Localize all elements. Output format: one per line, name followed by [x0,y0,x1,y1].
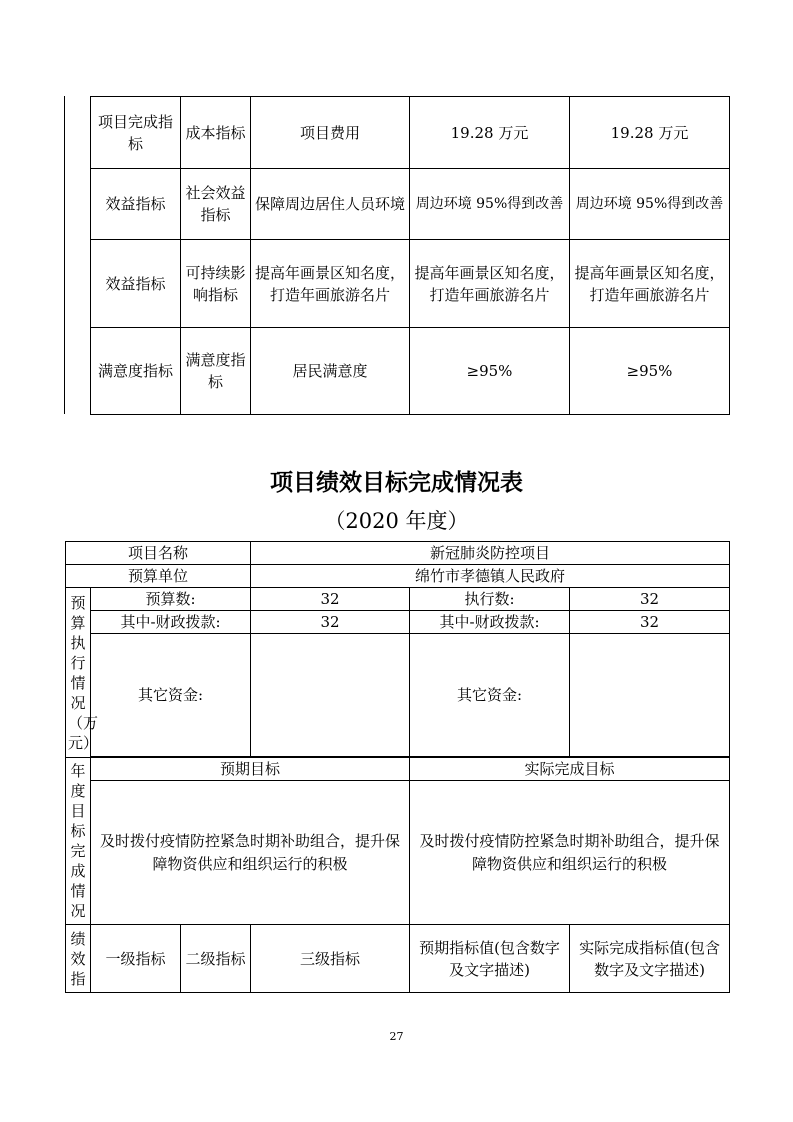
table-cell: 周边环境 95%得到改善 [570,169,730,240]
table-cell: 满意度指标 [91,328,181,415]
left-margin-rule [64,96,65,414]
table-row [91,169,730,240]
table-cell: ≥95% [410,328,570,415]
table-cell: 可持续影响指标 [181,240,251,328]
budget-unit-label: 预算单位 [66,565,251,588]
top-indicator-table [90,96,730,415]
level1-header: 一级指标 [91,925,181,993]
budget-count-value: 32 [251,588,410,611]
table-cell: 19.28 万元 [570,97,730,169]
table-row [66,925,730,993]
table-cell: 效益指标 [91,169,181,240]
table-row [66,611,730,634]
budget-unit-value: 绵竹市孝德镇人民政府 [251,565,730,588]
page-title: 项目绩效目标完成情况表 [270,470,523,496]
expected-goal-text: 及时拨付疫情防控紧急时期补助组合，提升保障物资供应和组织运行的积极 [91,781,410,925]
table-cell: 19.28 万元 [410,97,570,169]
table-row [66,634,730,757]
page-number: 27 [389,1030,404,1043]
exec-count-value: 32 [570,588,730,611]
expected-goal-header: 预期目标 [91,758,410,781]
table-row [66,781,730,925]
level3-header: 三级指标 [251,925,410,993]
fiscal-value: 32 [570,611,730,634]
table-row [66,542,730,565]
table-cell: 提高年画景区知名度，打造年画旅游名片 [251,240,410,328]
page-subtitle: （2020 年度） [324,509,469,533]
level2-header: 二级指标 [181,925,251,993]
other-funds-value [251,634,410,757]
table-cell: 提高年画景区知名度，打造年画旅游名片 [570,240,730,328]
table-cell: 提高年画景区知名度，打造年画旅游名片 [410,240,570,328]
table-cell: 满意度指标 [181,328,251,415]
table-cell: 周边环境 95%得到改善 [410,169,570,240]
project-name-value: 新冠肺炎防控项目 [251,542,730,565]
side-label-text: 预算执行情况（万元） [68,593,99,752]
other-funds-label: 其它资金: [91,634,251,757]
fiscal-label: 其中-财政拨款: [91,611,251,634]
fiscal-label: 其中-财政拨款: [410,611,570,634]
table-row [91,240,730,328]
table-cell: 社会效益指标 [181,169,251,240]
table-row [66,588,730,611]
annual-goal-side-label [66,758,91,925]
table-row [91,97,730,169]
table-cell: 居民满意度 [251,328,410,415]
other-funds-value [570,634,730,757]
side-label-text: 年度目标完成情况 [70,762,86,920]
actual-value-header: 实际完成指标值(包含数字及文字描述) [570,925,730,993]
actual-goal-header: 实际完成目标 [410,758,730,781]
exec-count-label: 执行数: [410,588,570,611]
table-row [66,758,730,781]
other-funds-label: 其它资金: [410,634,570,757]
table-cell: 效益指标 [91,240,181,328]
expected-value-header: 预期指标值(包含数字及文字描述) [410,925,570,993]
budget-count-label: 预算数: [91,588,251,611]
budget-exec-side-label [66,588,99,758]
performance-table [65,541,730,993]
table-row [91,328,730,415]
side-label-text: 绩效指 [70,929,86,988]
table-cell: 项目费用 [251,97,410,169]
table-row [66,565,730,588]
fiscal-value: 32 [251,611,410,634]
table-cell: ≥95% [570,328,730,415]
table-cell: 项目完成指标 [91,97,181,169]
table-cell: 保障周边居住人员环境 [251,169,410,240]
project-name-label: 项目名称 [66,542,251,565]
perf-side-label [66,925,91,993]
table-cell: 成本指标 [181,97,251,169]
actual-goal-text: 及时拨付疫情防控紧急时期补助组合，提升保障物资供应和组织运行的积极 [410,781,730,925]
